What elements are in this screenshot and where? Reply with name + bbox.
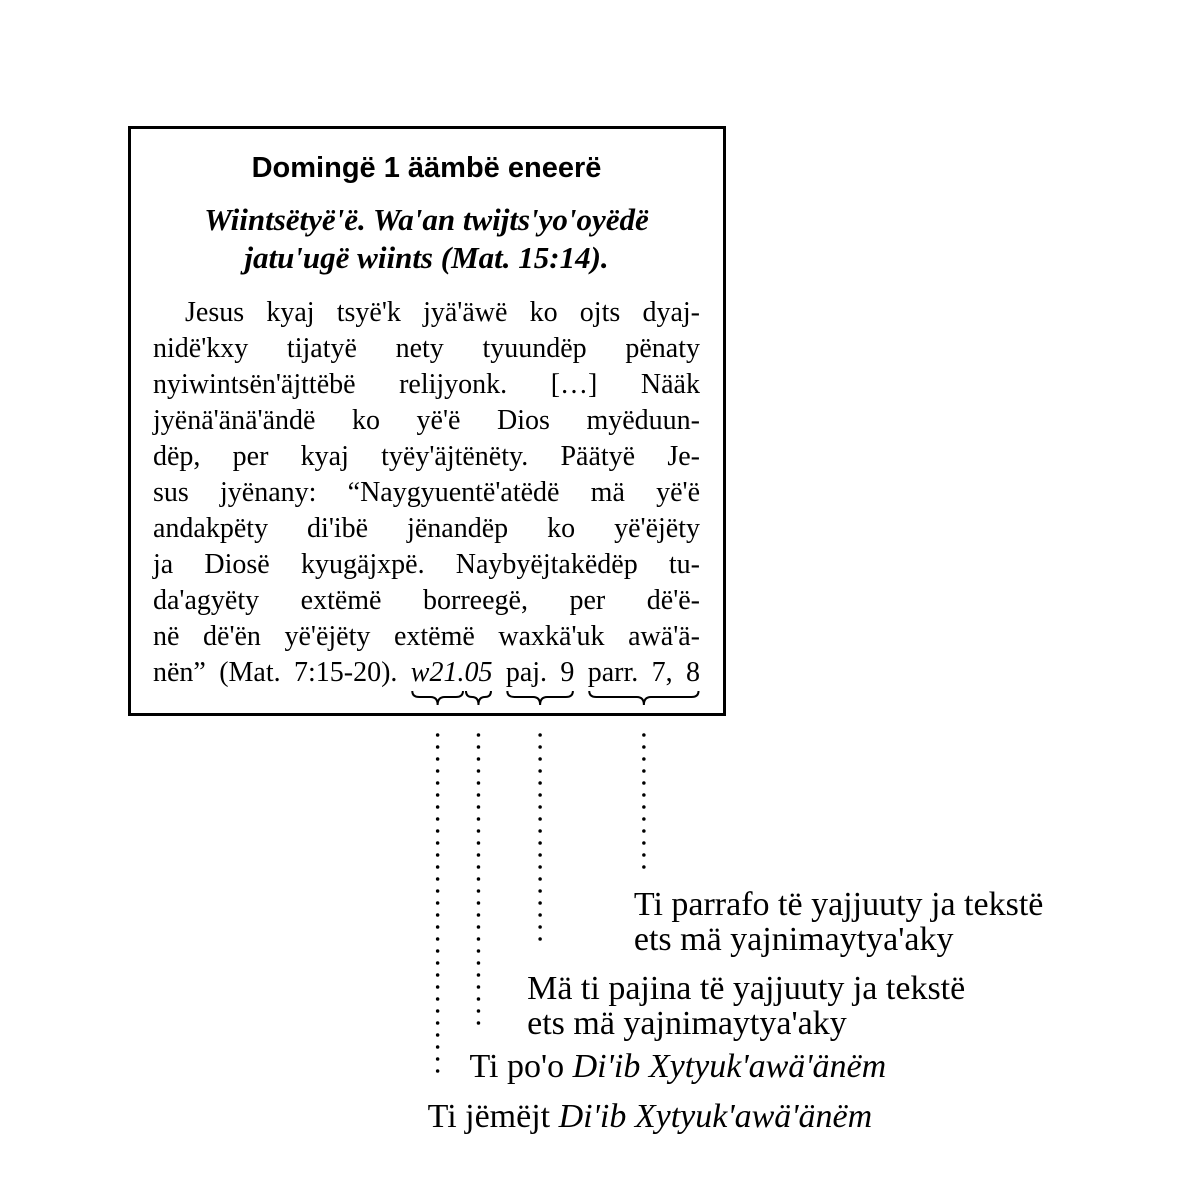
callout-paragraphs	[634, 887, 1043, 957]
theme-scripture	[153, 201, 700, 277]
reference-page: paj. 9	[505, 657, 575, 688]
callout-line: ets mä yajnimaytya'aky	[527, 1005, 847, 1042]
callout-year	[428, 1099, 873, 1134]
body-text	[153, 295, 700, 691]
theme-line: jatu'ugë wiints (Mat. 15:14).	[244, 240, 609, 275]
body-line: andakpëty di'ibë jënandëp ko yë'ëjëty	[153, 513, 700, 544]
body-line: në dë'ën yë'ëjëty extëmë waxkä'uk awä'ä-	[153, 621, 700, 652]
body-line: nyiwintsën'äjttëbë relijyonk. […] Nääk	[153, 369, 700, 400]
reference-year: w21.	[410, 657, 465, 688]
body-line: jyënä'änä'ändë ko yë'ë Dios myëduun-	[153, 405, 700, 436]
body-line-with-reference	[153, 655, 700, 691]
body-line: sus jyënany: “Naygyuentë'atëdë mä yë'ë	[153, 477, 700, 508]
final-line-text: nën” (Mat. 7:15-20).	[153, 657, 398, 688]
callout-year-title: Di'ib Xytyuk'awä'änëm	[558, 1098, 873, 1135]
callout-line: Ti parrafo të yajjuuty ja tekstë	[633, 886, 1044, 923]
body-line: ja Diosë kyugäjxpë. Naybyëjtakëdëp tu-	[153, 549, 700, 580]
date-heading: Domingë 1 äämbë eneerë	[251, 152, 602, 184]
callout-line: ets mä yajnimaytya'aky	[633, 921, 954, 958]
callout-line: Mä ti pajina të yajjuuty ja tekstë	[527, 970, 966, 1007]
body-line: dëp, per kyaj tyëy'äjtënëty. Päätyë Je-	[153, 441, 700, 472]
reference-paragraphs: parr. 7, 8	[587, 657, 700, 688]
reference-issue: 05	[464, 657, 493, 688]
callout-issue	[469, 1049, 886, 1084]
body-line: nidë'kxy tijatyë nety tyuundëp pënaty	[153, 333, 700, 364]
body-line: Jesus kyaj tsyë'k jyä'äwë ko ojts dyaj-	[185, 297, 700, 328]
theme-line: Wiintsëtyë'ë. Wa'an twijts'yo'oyëdë	[204, 202, 649, 237]
callout-page	[527, 971, 965, 1041]
callout-issue-prefix: Ti po'o	[469, 1048, 565, 1085]
daily-text-card	[128, 126, 726, 716]
callout-year-prefix: Ti jëmëjt	[427, 1098, 551, 1135]
body-line: da'agyëty extëmë borreegë, per dë'ë-	[153, 585, 700, 616]
callout-issue-title: Di'ib Xytyuk'awä'änëm	[572, 1048, 887, 1085]
